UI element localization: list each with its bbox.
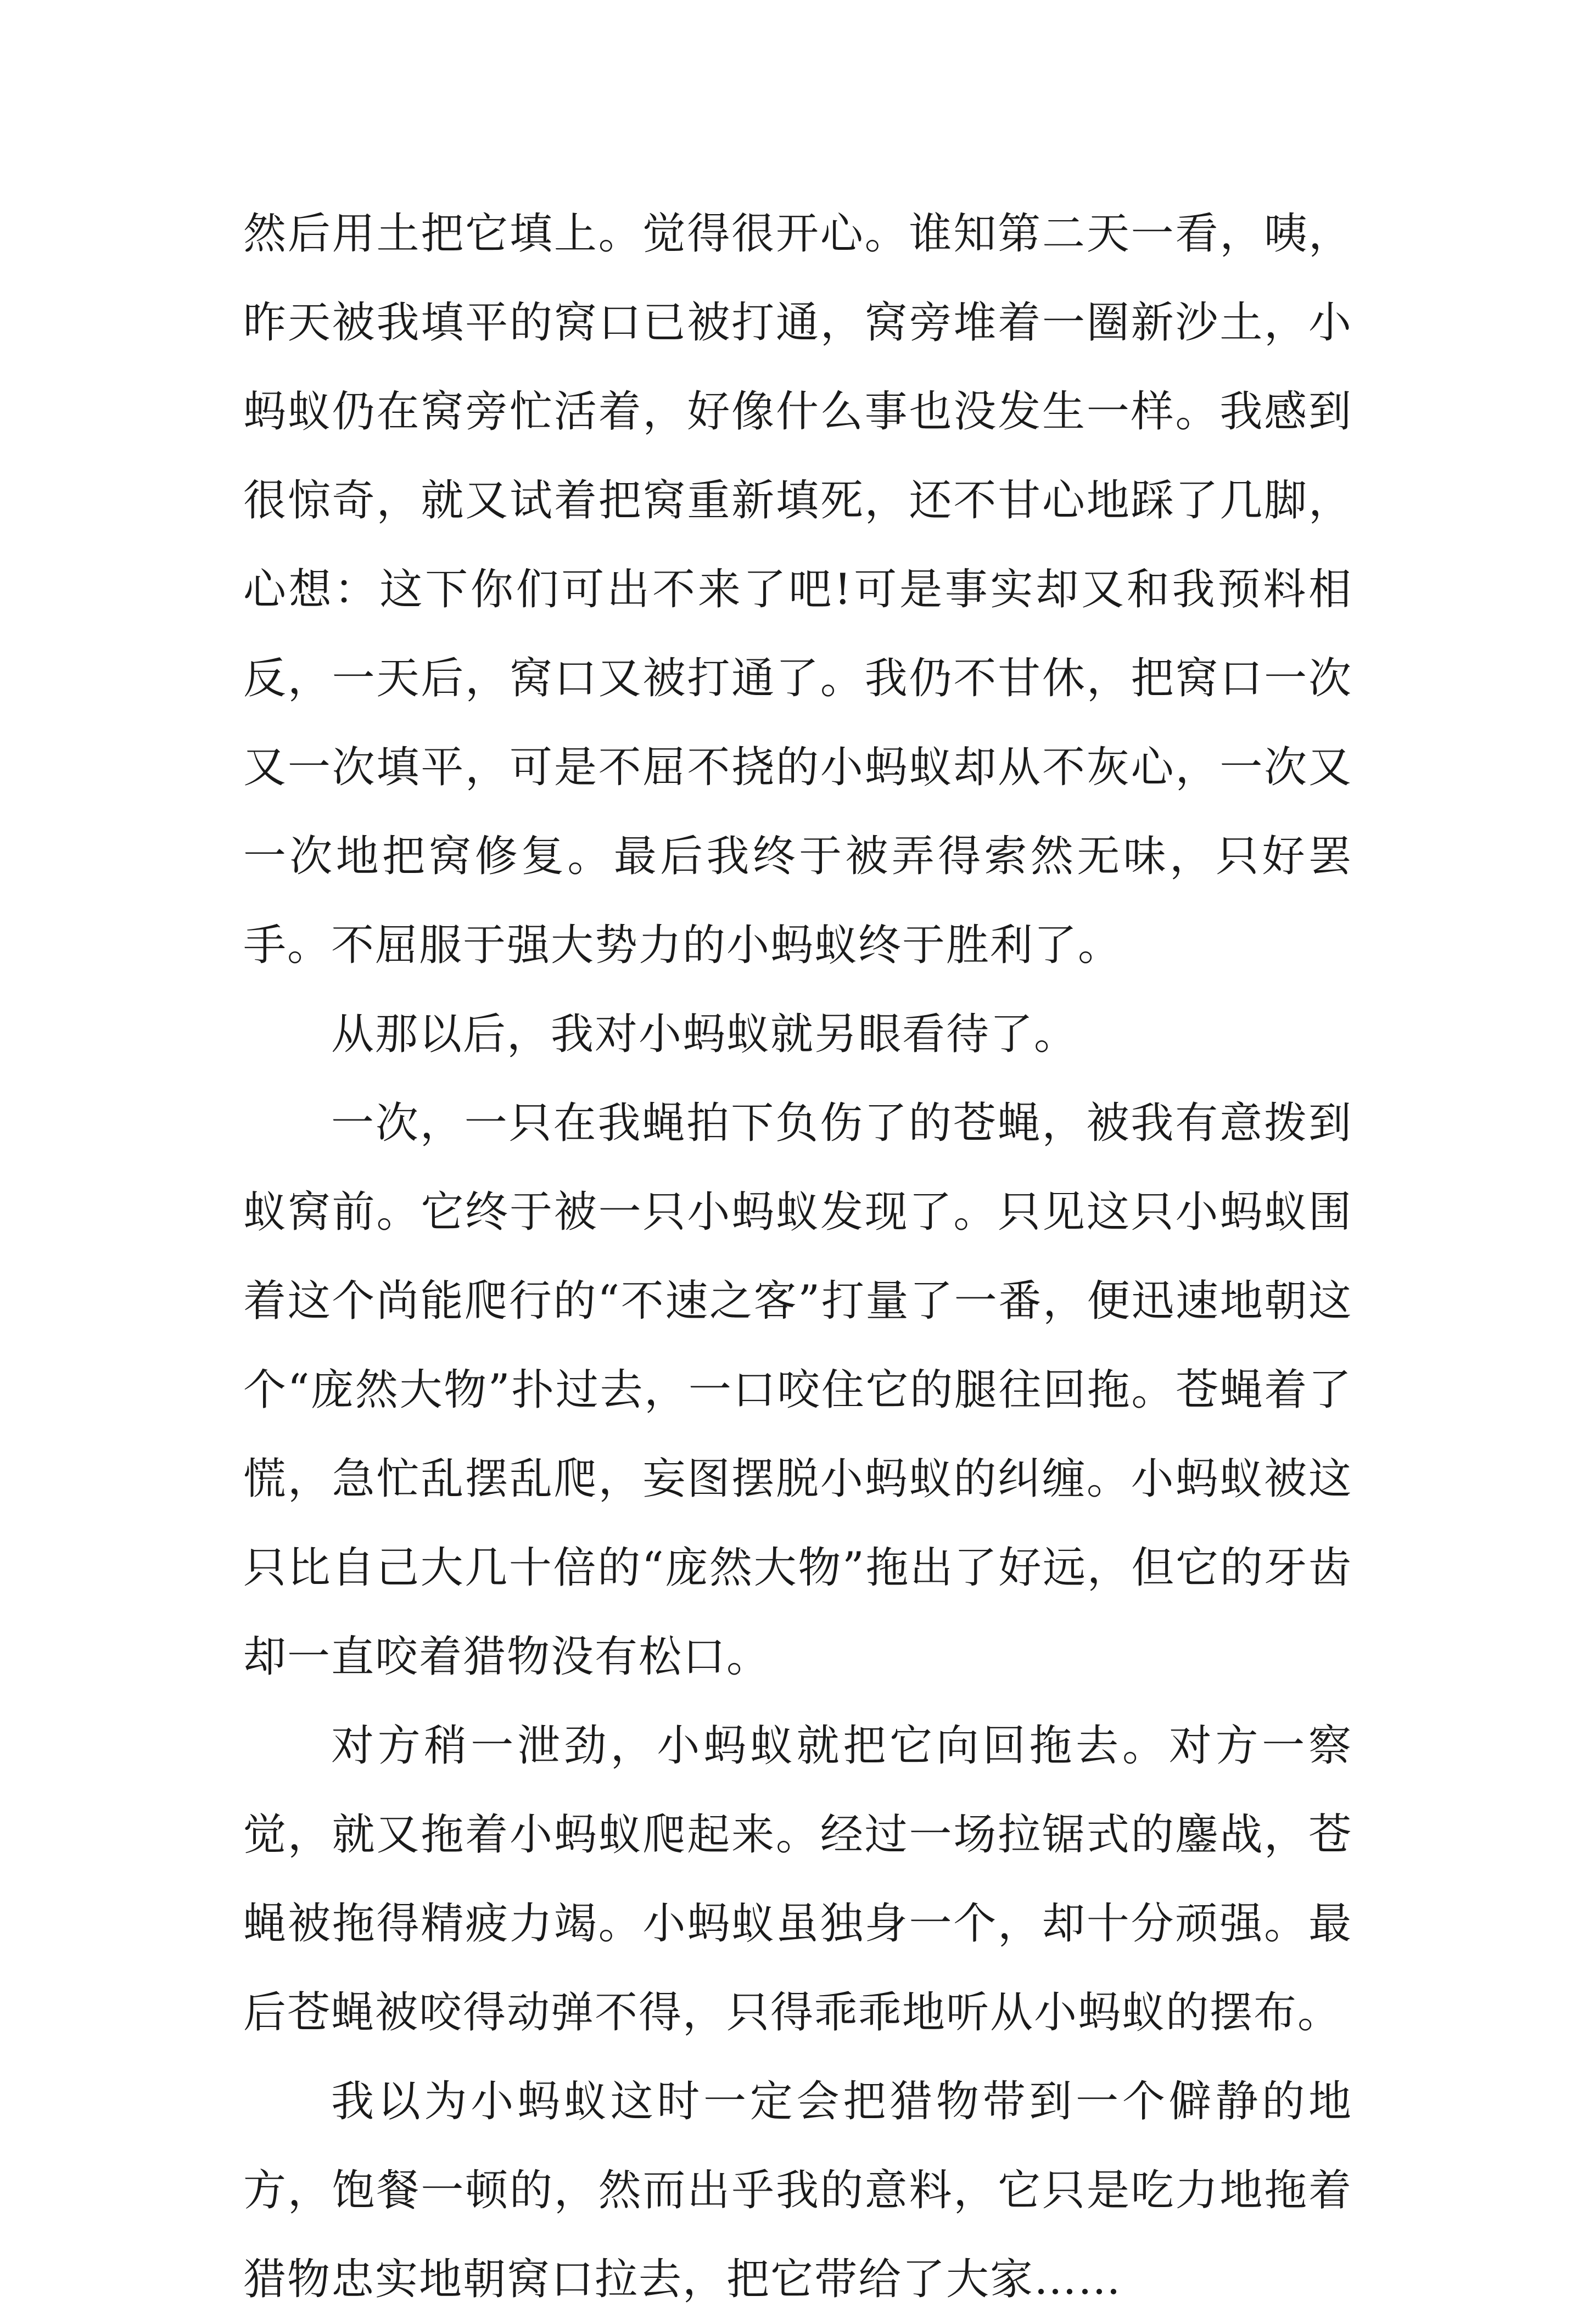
paragraph-1: 然后用土把它填上。觉得很开心。谁知第二天一看，咦，昨天被我填平的窝口已被打通，窝旁堆着一圈新沙土，小蚂蚁仍在窝旁忙活着，好像什么事也没发生一样。我感到很惊奇，就又试着把窝重新填死，还不甘心地踩了几脚，心想：这下你们可出不来了吧!可是事实却又和我预料相反，一天后，窝口又被打通了。我仍不甘休，把窝口一次又一次填平，可是不屈不挠的小蚂蚁却从不灰心，一次又一次地把窝修复。最后我终于被弄得索然无味，只好罢手。不屈服于强大势力的小蚂蚁终于胜利了。 xyxy=(243,209,1352,970)
paragraph-3: 一次，一只在我蝇拍下负伤了的苍蝇，被我有意拨到蚁窝前。它终于被一只小蚂蚁发现了。只见这只小蚂蚁围着这个尚能爬行的“不速之客”打量了一番，便迅速地朝这个“庞然大物”扑过去，一口咬住它的腿往回拖。苍蝇着了慌，急忙乱摆乱爬，妄图摆脱小蚂蚁的纠缠。小蚂蚁被这只比自己大几十倍的“庞然大物”拖出了好远，但它的牙齿却一直咬着猎物没有松口。 xyxy=(243,1099,1352,1682)
paragraph-5: 我以为小蚂蚁这时一定会把猎物带到一个僻静的地方，饱餐一顿的，然而出乎我的意料，它只是吃力地拖着猎物忠实地朝窝口拉去，把它带给了大家…… xyxy=(243,2077,1352,2304)
paragraph-2: 从那以后，我对小蚂蚁就另眼看待了。 xyxy=(331,1010,1078,1059)
document-body xyxy=(243,189,1352,2324)
paragraph-4: 对方稍一泄劲，小蚂蚁就把它向回拖去。对方一察觉，就又拖着小蚂蚁爬起来。经过一场拉锯式的鏖战，苍蝇被拖得精疲力竭。小蚂蚁虽独身一个，却十分顽强。最后苍蝇被咬得动弹不得，只得乖乖地听从小蚂蚁的摆布。 xyxy=(243,1721,1352,2037)
